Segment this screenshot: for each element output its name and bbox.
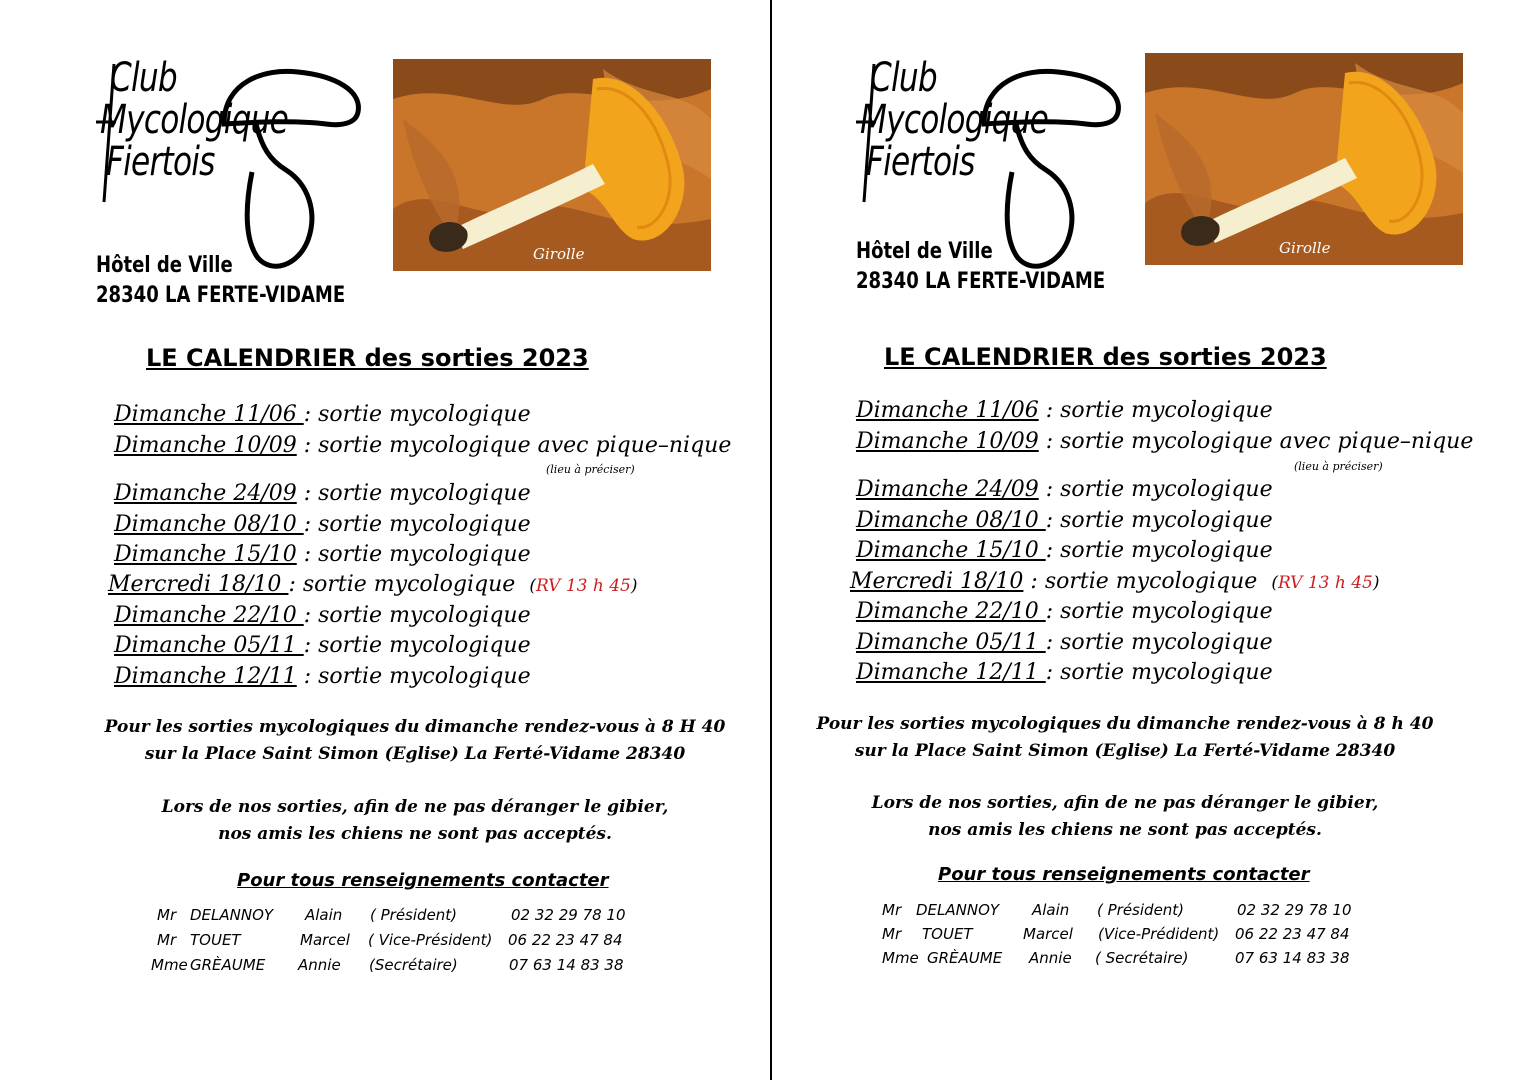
event-item: Mercredi 18/10 : sortie mycologique (RV 13 h 45) [850, 569, 1380, 594]
event-item: Dimanche 08/10 : sortie mycologique [856, 508, 1273, 533]
girolle-photo [1145, 53, 1463, 265]
flyer-right: Club Mycologique Fiertois Hôtel de Ville 28340 LA FERTE-VIDAME Girolle LE CALENDRIER des sorties 2023 Dimanche 11/06 : sortie mycologique Dimanche 10/09 : sortie mycologique avec pique–nique (lieu à préciser) Dimanche 24/09 : sortie mycologique Dimanche 08/10 : sortie mycologique Dimanche 15/10 : sortie mycologique Mercredi 18/10 : sortie mycologique (RV 13 h 45) Dimanche 22/10 : sortie mycologique Dimanche 05/11 : sortie mycologique Dimanche 12/11 : sortie mycologique Pour les sorties mycologiques du dimanche rendez-vous à 8 h 40 sur la Place Saint Simon (Eglise) La Ferté-Vidame 28340 Lors de nos sorties, afin de ne pas déranger le gibier, nos amis les chiens ne sont pas acceptés. Pour tous renseignements contacter Mr DELANNOY Alain ( Président) 02 32 29 78 10 Mr TOUET Marcel (Vice-Prédident) 06 22 23 47 84 Mme GRÈAUME Annie ( Secrétaire) 07 63 14 83 38 [770, 0, 1527, 1080]
club-logo [846, 52, 1146, 312]
event-item: Dimanche 22/10 : sortie mycologique [856, 599, 1273, 624]
event-item: Dimanche 05/11 : sortie mycologique [856, 630, 1273, 655]
calendar-title: LE CALENDRIER des sorties 2023 [146, 344, 589, 372]
event-item: Dimanche 15/10 : sortie mycologique [114, 542, 531, 567]
event-item: Dimanche 05/11 : sortie mycologique [114, 633, 531, 658]
meeting-info [0, 714, 830, 768]
logo-club: Club [870, 55, 937, 101]
logo-fiertois: Fiertois [106, 139, 215, 185]
event-item: Dimanche 11/06 : sortie mycologique [856, 398, 1273, 423]
meeting-info [770, 711, 1480, 765]
logo-club: Club [110, 55, 177, 101]
event-item: Dimanche 10/09 : sortie mycologique avec pique–nique [856, 429, 1474, 454]
meeting-info-line2: sur la Place Saint Simon (Eglise) La Ferté-Vidame 28340 [854, 741, 1396, 761]
event-item: Dimanche 12/11 : sortie mycologique [114, 664, 531, 689]
event-item: Dimanche 10/09 : sortie mycologique avec pique–nique [114, 433, 732, 458]
logo-address-line1: Hôtel de Ville [96, 253, 233, 278]
club-logo [86, 52, 386, 312]
dogs-notice-line2: nos amis les chiens ne sont pas acceptés. [218, 824, 612, 844]
lieu-note: (lieu à préciser) [546, 463, 635, 476]
dogs-notice-line2: nos amis les chiens ne sont pas acceptés. [928, 820, 1322, 840]
calendar-title: LE CALENDRIER des sorties 2023 [884, 343, 1327, 371]
dogs-notice [0, 794, 830, 848]
meeting-info-line2: sur la Place Saint Simon (Eglise) La Ferté-Vidame 28340 [144, 744, 686, 764]
contact-heading: Pour tous renseignements contacter [237, 870, 609, 891]
dogs-notice-line1: Lors de nos sorties, afin de ne pas déranger le gibier, [871, 793, 1379, 813]
logo-address-line2: 28340 LA FERTE-VIDAME [856, 269, 1106, 294]
event-item: Dimanche 15/10 : sortie mycologique [856, 538, 1273, 563]
event-item: Mercredi 18/10 : sortie mycologique (RV 13 h 45) [108, 572, 638, 597]
dogs-notice [770, 790, 1480, 844]
logo-address-line2: 28340 LA FERTE-VIDAME [96, 283, 346, 308]
event-item: Dimanche 08/10 : sortie mycologique [114, 512, 531, 537]
rendezvous-time: RV 13 h 45 [535, 576, 631, 596]
event-item: Dimanche 22/10 : sortie mycologique [114, 603, 531, 628]
chanterelle-image-icon [393, 59, 711, 271]
flyer-left: Club Mycologique Fiertois Hôtel de Ville 28340 LA FERTE-VIDAME Girolle LE CALENDRIER des sorties 2023 Dimanche 11/06 : sortie mycologique Dimanche 10/09 : sortie mycologique avec pique–nique (lieu à préciser) Dimanche 24/09 : sortie mycologique Dimanche 08/10 : sortie mycologique Dimanche 15/10 : sortie mycologique Mercredi 18/10 : sortie mycologique (RV 13 h 45) Dimanche 22/10 : sortie mycologique Dimanche 05/11 : sortie mycologique Dimanche 12/11 : sortie mycologique Pour les sorties mycologiques du dimanche rendez-vous à 8 H 40 sur la Place Saint Simon (Eglise) La Ferté-Vidame 28340 Lors de nos sorties, afin de ne pas déranger le gibier, nos amis les chiens ne sont pas acceptés. Pour tous renseignements contacter Mr DELANNOY Alain ( Président) 02 32 29 78 10 Mr TOUET Marcel ( Vice-Président) 06 22 23 47 84 Mme GRÈAUME Annie (Secrétaire) 07 63 14 83 38 [0, 0, 760, 1080]
logo-mycologique: Mycologique [860, 97, 1049, 143]
girolle-photo [393, 59, 711, 271]
meeting-info-line1: Pour les sorties mycologiques du dimanche rendez-vous à 8 h 40 [816, 714, 1434, 734]
logo-mycologique: Mycologique [100, 97, 289, 143]
lieu-note: (lieu à préciser) [1294, 460, 1383, 473]
logo-fiertois: Fiertois [866, 139, 975, 185]
event-item: Dimanche 24/09 : sortie mycologique [856, 477, 1273, 502]
event-item: Dimanche 11/06 : sortie mycologique [114, 402, 531, 427]
dogs-notice-line1: Lors de nos sorties, afin de ne pas déranger le gibier, [161, 797, 669, 817]
photo-caption: Girolle [1279, 239, 1331, 257]
event-item: Dimanche 24/09 : sortie mycologique [114, 481, 531, 506]
rendezvous-time: RV 13 h 45 [1277, 573, 1373, 593]
chanterelle-image-icon [1145, 53, 1463, 265]
photo-caption: Girolle [533, 245, 585, 263]
contact-heading: Pour tous renseignements contacter [938, 864, 1310, 885]
meeting-info-line1: Pour les sorties mycologiques du dimanche rendez-vous à 8 H 40 [104, 717, 726, 737]
logo-address-line1: Hôtel de Ville [856, 239, 993, 264]
event-item: Dimanche 12/11 : sortie mycologique [856, 660, 1273, 685]
